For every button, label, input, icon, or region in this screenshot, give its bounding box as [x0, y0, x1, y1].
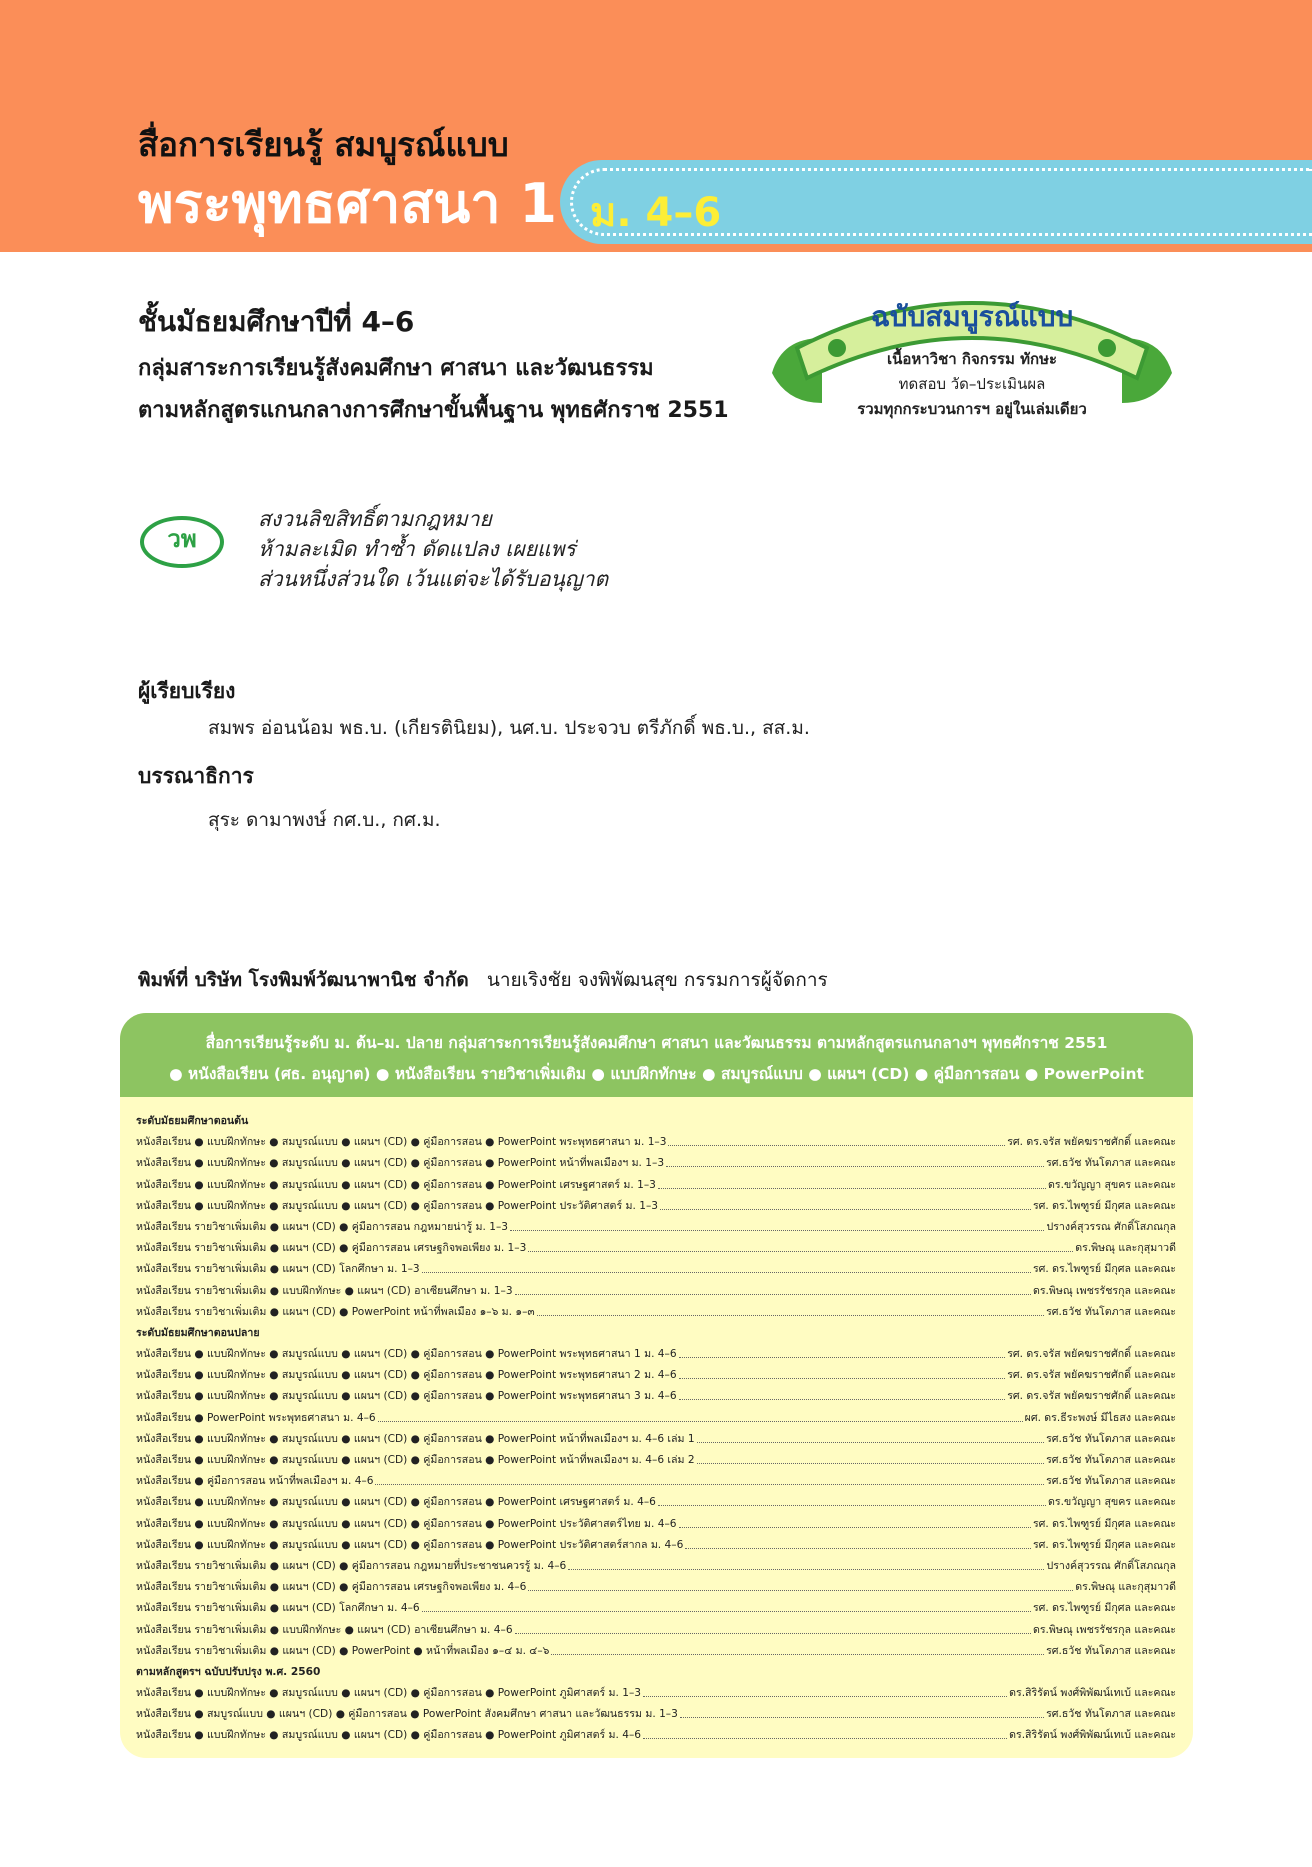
catalog-row-title: หนังสือเรียน ● แบบฝึกทักษะ ● สมบูรณ์แบบ ● แผนฯ (CD) ● คู่มือการสอน ● PowerPoint ประวัติศาสตร์ ม. 1–3: [136, 1199, 658, 1212]
catalog-row: [136, 1429, 1176, 1450]
catalog-row: [136, 1408, 1176, 1429]
catalog-row-author: รศ.ธวัช ทันโตภาส และคณะ: [1046, 1432, 1176, 1445]
catalog-row-title: หนังสือเรียน รายวิชาเพิ่มเติม ● แผนฯ (CD) โลกศึกษา ม. 1–3: [136, 1263, 420, 1276]
catalog-row-title: หนังสือเรียน รายวิชาเพิ่มเติม ● แบบฝึกทักษะ ● แผนฯ (CD) อาเซียนศึกษา ม. 4–6: [136, 1623, 513, 1636]
catalog-row-author: ดร.ขวัญญา สุขคร และคณะ: [1048, 1496, 1176, 1509]
catalog-header: [120, 1013, 1193, 1097]
catalog-row-author: รศ. ดร.ไพฑูรย์ มีกุศล และคณะ: [1032, 1538, 1176, 1551]
catalog-row-title: หนังสือเรียน ● แบบฝึกทักษะ ● สมบูรณ์แบบ ● แผนฯ (CD) ● คู่มือการสอน ● PowerPoint ภูมิศาสตร์ ม. 4–6: [136, 1729, 642, 1742]
catalog-row-author: รศ.ธวัช ทันโตภาส และคณะ: [1046, 1305, 1176, 1318]
leader-dots: [660, 1196, 1031, 1210]
catalog-header-line-2: ● หนังสือเรียน (ศธ. อนุญาต) ● หนังสือเรียน รายวิชาเพิ่มเติม ● แบบฝึกทักษะ ● สมบูรณ์แบบ ● แผนฯ (CD) ● คู่มือการสอน ● PowerPoint: [169, 1065, 1144, 1083]
leader-dots: [697, 1429, 1044, 1443]
printer-manager: นายเริงชัย จงพิพัฒนสุข กรรมการผู้จัดการ: [486, 969, 828, 991]
catalog-row-author: รศ. ดร.จรัส พยัคฆราชศักดิ์ และคณะ: [1007, 1369, 1176, 1382]
catalog-section-title: ตามหลักสูตรฯ ฉบับปรับปรุง พ.ศ. 2560: [136, 1665, 321, 1678]
catalog-row-title: หนังสือเรียน รายวิชาเพิ่มเติม ● แผนฯ (CD) ● คู่มือการสอน เศรษฐกิจพอเพียง ม. 4–6: [136, 1581, 527, 1594]
catalog-row-author: ปรางค์สุวรรณ ศักดิ์โสภณกุล: [1046, 1220, 1176, 1233]
copyright-line-3: ส่วนหนึ่งส่วนใด เว้นแต่จะได้รับอนุญาต: [258, 567, 609, 591]
copyright-line-2: ห้ามละเมิด ทำซ้ำ ดัดแปลง เผยแพร่: [258, 537, 576, 561]
leader-dots: [510, 1217, 1044, 1231]
catalog-list: [136, 1111, 1176, 1747]
catalog-row-title: หนังสือเรียน ● แบบฝึกทักษะ ● สมบูรณ์แบบ ● แผนฯ (CD) ● คู่มือการสอน ● PowerPoint หน้าที่พลเมืองฯ ม. 1–3: [136, 1157, 665, 1170]
catalog-row-title: หนังสือเรียน ● แบบฝึกทักษะ ● สมบูรณ์แบบ ● แผนฯ (CD) ● คู่มือการสอน ● PowerPoint ประวัติศาสตร์ไทย ม. 4–6: [136, 1517, 677, 1530]
catalog-row-author: รศ. ดร.จรัส พยัคฆราชศักดิ์ และคณะ: [1007, 1348, 1176, 1361]
catalog-row-author: ดร.สิริรัตน์ พงศ์พิพัฒน์เทเบ้ และคณะ: [1009, 1729, 1176, 1742]
catalog-row: [136, 1704, 1176, 1725]
catalog-row-author: รศ.ธวัช ทันโตภาส และคณะ: [1046, 1644, 1176, 1657]
catalog-row: [136, 1514, 1176, 1535]
catalog-row: [136, 1535, 1176, 1556]
badge-line-2: ทดสอบ วัด–ประเมินผล: [898, 375, 1046, 393]
catalog-row: [136, 1132, 1176, 1153]
catalog-row: [136, 1302, 1176, 1323]
catalog-box: [120, 1013, 1193, 1758]
catalog-row-title: หนังสือเรียน ● แบบฝึกทักษะ ● สมบูรณ์แบบ ● แผนฯ (CD) ● คู่มือการสอน ● PowerPoint ประวัติศาสตร์สากล ม. 4–6: [136, 1538, 684, 1551]
leader-dots: [515, 1620, 1031, 1634]
catalog-header-line-1: สื่อการเรียนรู้ระดับ ม. ต้น–ม. ปลาย กลุ่มสาระการเรียนรู้สังคมศึกษา ศาสนา และวัฒนธรรม ตามหลักสูตรแกนกลางฯ พุทธศักราช 2551: [205, 1034, 1108, 1052]
catalog-row-title: หนังสือเรียน ● แบบฝึกทักษะ ● สมบูรณ์แบบ ● แผนฯ (CD) ● คู่มือการสอน ● PowerPoint พระพุทธศาสนา 2 ม. 4–6: [136, 1369, 677, 1382]
catalog-row: [136, 1281, 1176, 1302]
curriculum-line: ตามหลักสูตรแกนกลางการศึกษาขั้นพื้นฐาน พุทธศักราช 2551: [138, 398, 729, 423]
catalog-row-author: รศ. ดร.ไพฑูรย์ มีกุศล และคณะ: [1032, 1263, 1176, 1276]
catalog-row-author: รศ. ดร.ไพฑูรย์ มีกุศล และคณะ: [1032, 1602, 1176, 1615]
catalog-row-title: หนังสือเรียน ● แบบฝึกทักษะ ● สมบูรณ์แบบ ● แผนฯ (CD) ● คู่มือการสอน ● PowerPoint หน้าที่พลเมืองฯ ม. 4–6 เล่ม 1: [136, 1432, 695, 1445]
catalog-row-author: ดร.ขวัญญา สุขคร และคณะ: [1048, 1178, 1176, 1191]
leader-dots: [685, 1535, 1031, 1549]
catalog-row-author: ดร.พิษณุ เพชรรัชรกุล และคณะ: [1032, 1284, 1176, 1297]
leader-dots: [537, 1302, 1044, 1316]
leader-dots: [679, 1344, 1006, 1358]
catalog-row-author: ผศ. ดร.ธีระพงษ์ มีไธสง และคณะ: [1024, 1411, 1176, 1424]
catalog-row-author: ดร.สิริรัตน์ พงศ์พิพัฒน์เทเบ้ และคณะ: [1009, 1687, 1176, 1700]
leader-dots: [679, 1514, 1031, 1528]
catalog-row-author: ปรางค์สุวรรณ ศักดิ์โสภณกุล: [1046, 1559, 1176, 1572]
catalog-row-title: หนังสือเรียน รายวิชาเพิ่มเติม ● แผนฯ (CD) ● คู่มือการสอน เศรษฐกิจพอเพียง ม. 1–3: [136, 1242, 527, 1255]
leader-dots: [528, 1238, 1073, 1252]
catalog-section-title: ระดับมัธยมศึกษาตอนต้น: [136, 1115, 249, 1127]
leader-dots: [666, 1153, 1044, 1167]
leader-dots: [668, 1132, 1005, 1146]
catalog-row: [136, 1725, 1176, 1746]
catalog-row: [136, 1598, 1176, 1619]
catalog-row-author: ดร.พิษณุ และกุสุมาวดี: [1075, 1581, 1176, 1594]
catalog-row-author: รศ.ธวัช ทันโตภาส และคณะ: [1046, 1454, 1176, 1466]
catalog-row-author: ดร.พิษณุ และกุสุมาวดี: [1075, 1242, 1176, 1255]
printer-line: [138, 965, 828, 995]
authors-names: สมพร อ่อนน้อม พธ.บ. (เกียรตินิยม), นศ.บ. ประจวบ ตรีภักดิ์ พธ.บ., สส.ม.: [208, 717, 810, 739]
catalog-row: [136, 1386, 1176, 1407]
catalog-row: [136, 1683, 1176, 1704]
catalog-row-title: หนังสือเรียน รายวิชาเพิ่มเติม ● แผนฯ (CD) ● คู่มือการสอน กฎหมายที่ประชาชนควรรู้ ม. 4–6: [136, 1559, 567, 1572]
catalog-row: [136, 1153, 1176, 1174]
leader-dots: [679, 1365, 1006, 1379]
editor-label: บรรณาธิการ: [138, 764, 254, 788]
catalog-row: [136, 1365, 1176, 1386]
catalog-row-title: หนังสือเรียน ● แบบฝึกทักษะ ● สมบูรณ์แบบ ● แผนฯ (CD) ● คู่มือการสอน ● PowerPoint เศรษฐศาสตร์ ม. 4–6: [136, 1496, 656, 1509]
catalog-row: [136, 1259, 1176, 1280]
leader-dots: [658, 1492, 1046, 1506]
catalog-row-title: หนังสือเรียน ● คู่มือการสอน หน้าที่พลเมืองฯ ม. 4–6: [136, 1475, 374, 1488]
catalog-row-author: รศ.ธวัช ทันโตภาส และคณะ: [1046, 1157, 1176, 1170]
leader-dots: [643, 1725, 1007, 1739]
catalog-row-title: หนังสือเรียน ● แบบฝึกทักษะ ● สมบูรณ์แบบ ● แผนฯ (CD) ● คู่มือการสอน ● PowerPoint ภูมิศาสตร์ ม. 1–3: [136, 1687, 642, 1700]
catalog-row-title: หนังสือเรียน รายวิชาเพิ่มเติม ● แผนฯ (CD) ● PowerPoint หน้าที่พลเมือง ๑–๖ ม. ๑–๓: [136, 1305, 535, 1318]
catalog-row: [136, 1217, 1176, 1238]
leader-dots: [643, 1683, 1007, 1697]
catalog-row: [136, 1175, 1176, 1196]
catalog-row-author: รศ.ธวัช ทันโตภาส และคณะ: [1046, 1708, 1176, 1721]
catalog-row: [136, 1620, 1176, 1641]
leader-dots: [679, 1386, 1006, 1400]
badge-line-3: รวมทุกกระบวนการฯ อยู่ในเล่มเดียว: [857, 400, 1087, 418]
series-title: สื่อการเรียนรู้ สมบูรณ์แบบ: [138, 125, 509, 164]
leader-dots: [515, 1281, 1031, 1295]
leader-dots: [528, 1577, 1073, 1591]
catalog-row-title: หนังสือเรียน รายวิชาเพิ่มเติม ● แบบฝึกทักษะ ● แผนฯ (CD) อาเซียนศึกษา ม. 1–3: [136, 1284, 513, 1297]
leader-dots: [378, 1408, 1023, 1422]
grade-heading: ชั้นมัธยมศึกษาปีที่ 4–6: [138, 305, 415, 338]
catalog-row: [136, 1471, 1176, 1492]
leader-dots: [680, 1704, 1044, 1718]
leader-dots: [422, 1598, 1031, 1612]
catalog-row-author: รศ. ดร.ไพฑูรย์ มีกุศล และคณะ: [1032, 1517, 1176, 1530]
catalog-row-title: หนังสือเรียน รายวิชาเพิ่มเติม ● แผนฯ (CD) ● คู่มือการสอน กฎหมายน่ารู้ ม. 1–3: [136, 1220, 509, 1233]
copyright-line-1: สงวนลิขสิทธิ์ตามกฎหมาย: [258, 507, 492, 531]
catalog-row-title: หนังสือเรียน ● แบบฝึกทักษะ ● สมบูรณ์แบบ ● แผนฯ (CD) ● คู่มือการสอน ● PowerPoint พระพุทธศาสนา 3 ม. 4–6: [136, 1390, 677, 1403]
leader-dots: [551, 1641, 1044, 1655]
catalog-row: [136, 1641, 1176, 1662]
catalog-row-title: หนังสือเรียน ● แบบฝึกทักษะ ● สมบูรณ์แบบ ● แผนฯ (CD) ● คู่มือการสอน ● PowerPoint หน้าที่พลเมืองฯ ม. 4–6 เล่ม 2: [136, 1454, 695, 1466]
catalog-row-title: หนังสือเรียน ● แบบฝึกทักษะ ● สมบูรณ์แบบ ● แผนฯ (CD) ● คู่มือการสอน ● PowerPoint พระพุทธศาสนา ม. 1–3: [136, 1136, 667, 1149]
catalog-row: [136, 1556, 1176, 1577]
leader-dots: [375, 1471, 1044, 1485]
publisher-logo: วพ: [140, 516, 224, 568]
editor-name: สุระ ดามาพงษ์ กศ.บ., กศ.ม.: [208, 809, 441, 831]
catalog-row-author: รศ. ดร.จรัส พยัคฆราชศักดิ์ และคณะ: [1007, 1136, 1176, 1149]
leader-dots: [568, 1556, 1044, 1570]
catalog-row: [136, 1492, 1176, 1513]
leader-dots: [422, 1259, 1031, 1273]
catalog-row-title: หนังสือเรียน รายวิชาเพิ่มเติม ● แผนฯ (CD) ● PowerPoint ● หน้าที่พลเมือง ๑–๔ ม. ๔–๖: [136, 1644, 550, 1657]
printer-label: พิมพ์ที่ บริษัท โรงพิมพ์วัฒนาพานิช จำกัด: [138, 969, 469, 991]
badge-line-1: เนื้อหาวิชา กิจกรรม ทักษะ: [886, 350, 1058, 368]
catalog-row: [136, 1344, 1176, 1365]
subject-group: กลุ่มสาระการเรียนรู้สังคมศึกษา ศาสนา และวัฒนธรรม: [138, 356, 654, 381]
level-label: ม. 4–6: [590, 190, 722, 236]
catalog-row: [136, 1577, 1176, 1598]
catalog-row: [136, 1238, 1176, 1259]
catalog-row-title: หนังสือเรียน ● แบบฝึกทักษะ ● สมบูรณ์แบบ ● แผนฯ (CD) ● คู่มือการสอน ● PowerPoint เศรษฐศาสตร์ ม. 1–3: [136, 1178, 656, 1191]
authors-label: ผู้เรียบเรียง: [138, 679, 236, 703]
catalog-row-title: หนังสือเรียน ● แบบฝึกทักษะ ● สมบูรณ์แบบ ● แผนฯ (CD) ● คู่มือการสอน ● PowerPoint พระพุทธศาสนา 1 ม. 4–6: [136, 1348, 677, 1361]
catalog-section-title: ระดับมัธยมศึกษาตอนปลาย: [136, 1326, 260, 1339]
leader-dots: [697, 1450, 1044, 1464]
badge-banner-text: ฉบับสมบูรณ์แบบ: [870, 300, 1074, 333]
catalog-row-author: รศ. ดร.จรัส พยัคฆราชศักดิ์ และคณะ: [1007, 1390, 1176, 1403]
catalog-row-title: หนังสือเรียน ● สมบูรณ์แบบ ● แผนฯ (CD) ● คู่มือการสอน ● PowerPoint สังคมศึกษา ศาสนา และวัฒนธรรม ม. 1–3: [136, 1708, 678, 1721]
catalog-row-author: ดร.พิษณุ เพชรรัชรกุล และคณะ: [1032, 1623, 1176, 1636]
catalog-row: [136, 1450, 1176, 1471]
catalog-row-title: หนังสือเรียน ● PowerPoint พระพุทธศาสนา ม. 4–6: [136, 1411, 376, 1424]
leader-dots: [658, 1175, 1046, 1189]
catalog-row-author: รศ.ธวัช ทันโตภาส และคณะ: [1046, 1475, 1176, 1488]
catalog-row: [136, 1196, 1176, 1217]
catalog-row-author: รศ. ดร.ไพฑูรย์ มีกุศล และคณะ: [1032, 1199, 1176, 1212]
catalog-row-title: หนังสือเรียน รายวิชาเพิ่มเติม ● แผนฯ (CD) โลกศึกษา ม. 4–6: [136, 1602, 420, 1615]
book-title: พระพุทธศาสนา 1: [138, 172, 557, 235]
